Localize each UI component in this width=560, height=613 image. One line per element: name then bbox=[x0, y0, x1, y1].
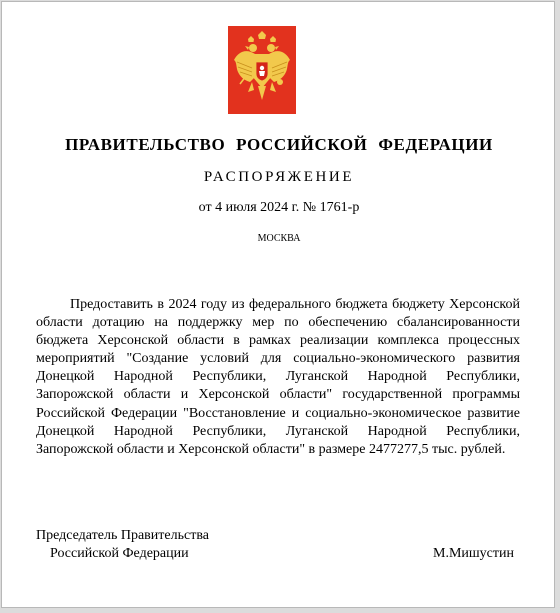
document-city: МОСКВА bbox=[257, 233, 301, 244]
document-date-number: от 4 июля 2024 г. № 1761-р bbox=[198, 200, 360, 215]
order-body-text: Предоставить в 2024 году из федерального бюджета бюджету Херсонской области дотацию на поддержку мер по обеспечению сбалансированности бюджета Херсонской области в рамках реализации комплекса процессных мероприятий "Создание условий для социально-экономического развития Донецкой Народной Республики, Луганской Народной Республики, Запорожской области и Херсонской области" государственной программы Российской Федерации "Восстановление и социально-экономическое развитие Донецкой Народной Республики, Луганской Народной Республики, Запорожской области и Херсонской области" в размере 2477277,5 тыс. рублей. bbox=[36, 297, 520, 457]
signer-title-line2: Российской Федерации bbox=[50, 546, 189, 561]
document-page bbox=[1, 1, 555, 608]
document-type: РАСПОРЯЖЕНИЕ bbox=[203, 169, 355, 185]
signer-title bbox=[36, 527, 209, 563]
government-title: ПРАВИТЕЛЬСТВО РОССИЙСКОЙ ФЕДЕРАЦИИ bbox=[65, 135, 493, 154]
signer-name: М.Мишустин bbox=[433, 546, 514, 561]
coat-of-arms-icon bbox=[228, 26, 296, 114]
signer-title-line1: Председатель Правительства bbox=[36, 528, 209, 543]
